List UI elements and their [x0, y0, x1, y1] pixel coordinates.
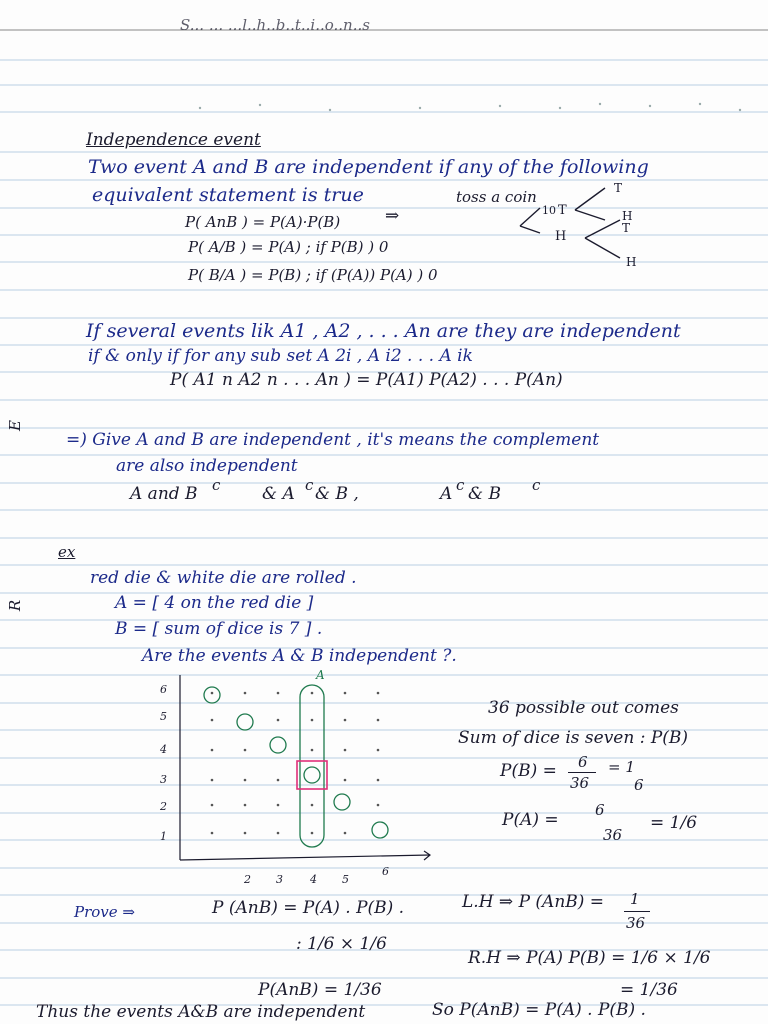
work-line-2: Sum of dice is seven : P(B) — [458, 728, 689, 748]
complement-and-b: & B , — [315, 484, 359, 504]
complement-and-a: & A — [262, 484, 295, 504]
section-heading: Independence event — [86, 130, 261, 150]
coin-n: 10 — [542, 204, 556, 217]
prove-lhs: L.H ⇒ P (AnB) = — [462, 892, 605, 912]
page-header: S... ... ...l..h..b..t..i..o..n..s — [180, 16, 370, 34]
formula-3: P( B/A ) = P(B) ; if (P(A)) P(A) ) 0 — [188, 266, 438, 284]
complement-c2: c — [305, 476, 314, 494]
example-line-1: red die & white die are rolled . — [90, 568, 357, 588]
coin-h2: H — [622, 209, 633, 223]
prove-rhs: R.H ⇒ P(A) P(B) = 1/6 × 1/6 — [468, 948, 711, 968]
coin-h3: H — [626, 255, 637, 268]
prove-label: Prove ⇒ — [74, 903, 135, 921]
region-a-label: A — [316, 668, 325, 682]
margin-mark-1: E — [5, 420, 24, 431]
conclusion: Thus the events A&B are independent — [36, 1002, 366, 1022]
work-pa-num: 6 — [595, 801, 605, 819]
prove-lhs-den: 36 — [626, 914, 646, 932]
work-pb-result-den: 6 — [634, 776, 644, 794]
example-question: Are the events A & B independent ?. — [142, 646, 457, 666]
y-label-5: 5 — [160, 710, 167, 723]
faded-dots — [199, 103, 741, 111]
coin-t2: T — [614, 181, 623, 195]
text-line-1: Two event A and B are independent if any of the following — [88, 156, 649, 178]
work-line-1: 36 possible out comes — [488, 698, 679, 718]
dice-grid-sketch — [140, 665, 450, 895]
prove-lhs-bar — [624, 911, 650, 912]
complement-a-and-b: A and B — [130, 484, 198, 504]
coin-t3: T — [622, 221, 631, 235]
implies-arrow: ⇒ — [385, 206, 400, 226]
formula-2: P( A/B ) = P(A) ; if P(B) ) 0 — [188, 238, 389, 256]
x-label-3: 3 — [276, 873, 283, 886]
prove-lhs-num: 1 — [630, 890, 640, 908]
several-line-2: if & only if for any sub set A 2i , A i2 . . . A ik — [88, 346, 473, 366]
complement-line-1: =) Give A and B are independent , it's means the complement — [66, 430, 600, 450]
y-label-2: 2 — [160, 800, 167, 813]
text-line-2: equivalent statement is true — [92, 184, 364, 206]
complement-a: A — [440, 484, 453, 504]
complement-c1: c — [212, 476, 221, 494]
work-pa-label: P(A) = — [502, 810, 559, 830]
example-line-2: A = [ 4 on the red die ] — [115, 593, 314, 613]
formula-1: P( AnB ) = P(A)·P(B) — [185, 213, 341, 231]
work-pb-bar — [568, 772, 596, 773]
work-pb-label: P(B) = — [500, 761, 557, 781]
work-pa-result: = 1/6 — [650, 813, 698, 833]
prove-pab: P(AnB) = 1/36 — [258, 980, 382, 1000]
work-pb-result: = 1 — [608, 758, 635, 776]
prove-sub: : 1/6 × 1/6 — [296, 934, 387, 954]
work-pb-num: 6 — [578, 753, 588, 771]
y-label-1: 1 — [160, 830, 167, 843]
coin-label: toss a coin — [456, 188, 537, 206]
example-line-3: B = [ sum of dice is 7 ] . — [115, 619, 323, 639]
x-label-2: 2 — [244, 873, 251, 886]
conclusion-2: So P(AnB) = P(A) . P(B) . — [432, 1000, 646, 1020]
y-label-6: 6 — [160, 683, 167, 696]
work-pb-den: 36 — [570, 774, 590, 792]
x-label-6: 6 — [382, 865, 389, 878]
y-label-3: 3 — [160, 773, 167, 786]
y-label-4: 4 — [160, 743, 167, 756]
x-label-5: 5 — [342, 873, 349, 886]
coin-h1: H — [555, 229, 567, 244]
complement-c3: c — [456, 476, 465, 494]
margin-mark-2: R — [6, 599, 25, 612]
several-line-3: P( A1 n A2 n . . . An ) = P(A1) P(A2) . . . P(An) — [170, 370, 563, 390]
complement-c4: c — [532, 476, 541, 494]
several-line-1: If several events lik A1 , A2 , . . . An are they are independent — [86, 320, 681, 342]
prove-eq: P (AnB) = P(A) . P(B) . — [212, 898, 405, 918]
complement-and-b2: & B — [468, 484, 502, 504]
complement-line-2: are also independent — [116, 456, 298, 476]
coin-t1: T — [558, 203, 567, 218]
example-tag: ex — [58, 543, 76, 561]
x-label-4: 4 — [310, 873, 317, 886]
work-pa-den: 36 — [603, 826, 623, 844]
prove-rhs-2: = 1/36 — [620, 980, 678, 1000]
coin-tree — [510, 178, 650, 268]
